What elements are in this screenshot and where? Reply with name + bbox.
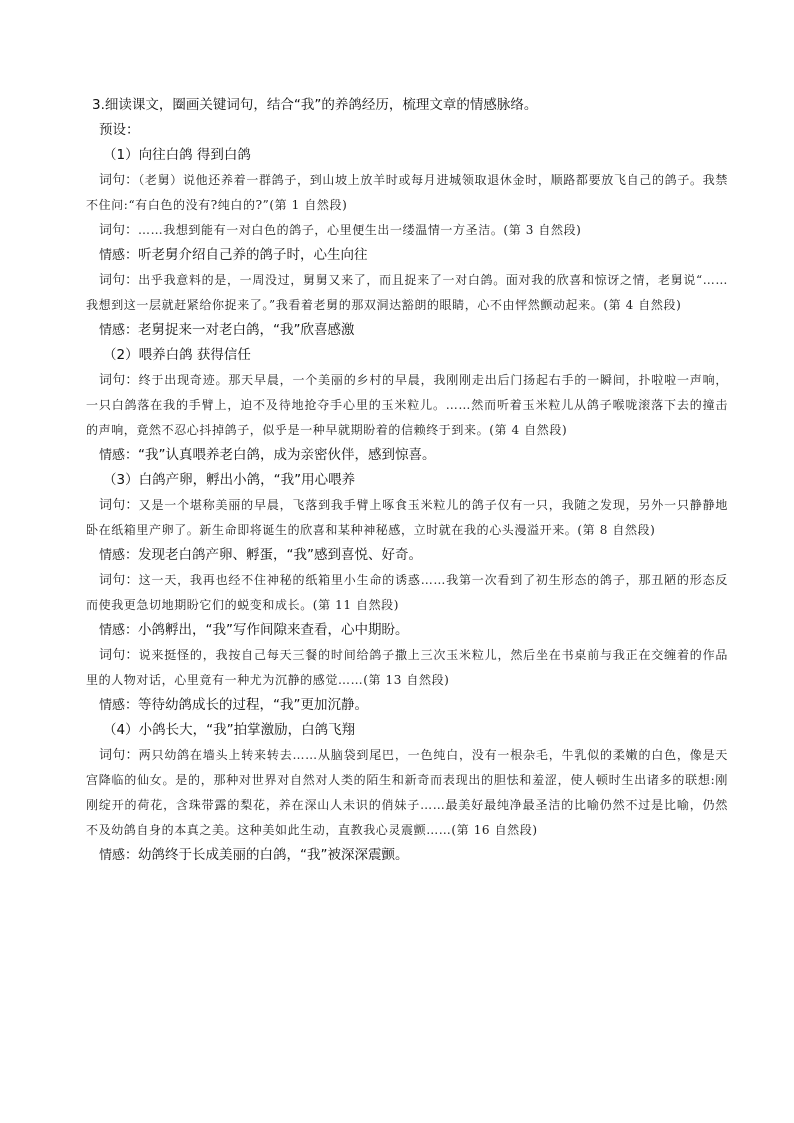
emotion-line	[86, 843, 728, 868]
quote-text: 两只幼鸽在墙头上转来转去……从脑袋到尾巴，一色纯白，没有一根杂毛，牛乳似的柔嫩的白色，像是天宫降临的仙女。是的，那种对世界对自然对人类的陌生和新奇而表现出的胆怯和羞涩，使人顿时生出诸多的联想:刚刚绽开的荷花，含珠带露的梨花，养在深山人未识的俏妹子……最美好最纯净最圣洁的比喻仍然不过是比喻，仍然不及幼鸽自身的本真之美。这种美如此生动，直教我心灵震颤……(第 16 自然段)	[86, 748, 728, 837]
emotion-label: 情感：	[99, 323, 139, 338]
quote-label: 词句：	[99, 573, 139, 588]
quote-label: 词句：	[99, 273, 139, 288]
quote-text: ……我想到能有一对白色的鸽子，心里便生出一缕温情一方圣洁。(第 3 自然段)	[138, 223, 582, 237]
quote-line	[86, 268, 728, 318]
emotion-text: 发现老白鸽产卵、孵蛋，“我”感到喜悦、好奇。	[138, 547, 423, 563]
emotion-text: 幼鸽终于长成美丽的白鸽，“我”被深深震颤。	[138, 847, 409, 863]
quote-label: 词句：	[99, 498, 139, 513]
emotion-line	[86, 543, 728, 568]
emotion-line	[86, 443, 728, 468]
emotion-label: 情感：	[99, 698, 139, 713]
emotion-text: 等待幼鸽成长的过程，“我”更加沉静。	[138, 697, 369, 713]
emotion-line	[86, 243, 728, 268]
emotion-label: 情感：	[99, 448, 139, 463]
sections-container	[86, 143, 728, 868]
quote-label: 词句：	[99, 648, 139, 663]
quote-label: 词句：	[99, 173, 139, 188]
quote-text: 又是一个堪称美丽的早晨，飞落到我手臂上啄食玉米粒儿的鸽子仅有一只，我随之发现，另外一只静静地卧在纸箱里产卵了。新生命即将诞生的欣喜和某种神秘感，立时就在我的心头漫溢开来。(第 8 自然段)	[86, 498, 728, 537]
preset-label: 预设：	[99, 122, 140, 138]
quote-label: 词句：	[99, 223, 139, 238]
emotion-label: 情感：	[99, 848, 139, 863]
emotion-label: 情感：	[99, 623, 139, 638]
section-title: （4）小鸽长大，“我”拍掌激励，白鸽飞翔	[103, 722, 356, 738]
emotion-text: “我”认真喂养老白鸽，成为亲密伙伴，感到惊喜。	[138, 447, 436, 463]
quote-text: 说来挺怪的，我按自己每天三餐的时间给鸽子撒上三次玉米粒儿，然后坐在书桌前与我正在交缠着的作品里的人物对话，心里竟有一种尤为沉静的感觉……(第 13 自然段)	[86, 648, 728, 687]
emotion-text: 小鸽孵出，“我”写作间隙来查看，心中期盼。	[138, 622, 409, 638]
emotion-text: 听老舅介绍自己养的鸽子时，心生向往	[138, 247, 368, 263]
quote-line	[86, 368, 728, 443]
quote-text: 出乎我意料的是，一周没过，舅舅又来了，而且捉来了一对白鸽。面对我的欣喜和惊讶之情，老舅说“……我想到这一层就赶紧给你捉来了。”我看着老舅的那双洞达豁朗的眼睛，心不由怦然颤动起来。(第 4 自然段)	[86, 273, 728, 312]
section-title: （2）喂养白鸽 获得信任	[103, 347, 251, 363]
emotion-line	[86, 693, 728, 718]
emotion-label: 情感：	[99, 548, 139, 563]
emotion-line	[86, 318, 728, 343]
section-title: （3）白鸽产卵，孵出小鸽，“我”用心喂养	[103, 472, 356, 488]
quote-text: （老舅）说他还养着一群鸽子，到山坡上放羊时或每月进城领取退休金时，顺路都要放飞自己的鸽子。我禁不住问:“有白色的没有?纯白的?”(第 1 自然段)	[86, 173, 728, 212]
quote-line	[86, 568, 728, 618]
emotion-text: 老舅捉来一对老白鸽，“我”欣喜感激	[138, 322, 355, 338]
section-title: （1）向往白鸽 得到白鸽	[103, 147, 251, 163]
quote-line	[86, 168, 728, 218]
quote-label: 词句：	[99, 373, 139, 388]
question-heading: 3.细读课文，圈画关键词句，结合“我”的养鸽经历，梳理文章的情感脉络。	[92, 97, 538, 113]
quote-line	[86, 493, 728, 543]
quote-line	[86, 218, 728, 243]
emotion-label: 情感：	[99, 248, 139, 263]
emotion-line	[86, 618, 728, 643]
quote-line	[86, 743, 728, 843]
quote-text: 终于出现奇迹。那天早晨，一个美丽的乡村的早晨，我刚刚走出后门扬起右手的一瞬间，扑啦啦一声响，一只白鸽落在我的手臂上，迫不及待地抢夺手心里的玉米粒儿。……然而听着玉米粒儿从鸽子喉咙滚落下去的撞击的声响，竟然不忍心抖掉鸽子，似乎是一种早就期盼着的信赖终于到来。(第 4 自然段)	[86, 373, 728, 437]
quote-line	[86, 643, 728, 693]
quote-label: 词句：	[99, 748, 139, 763]
quote-text: 这一天，我再也经不住神秘的纸箱里小生命的诱惑……我第一次看到了初生形态的鸽子，那丑陋的形态反而使我更急切地期盼它们的蜕变和成长。(第 11 自然段)	[86, 573, 728, 612]
